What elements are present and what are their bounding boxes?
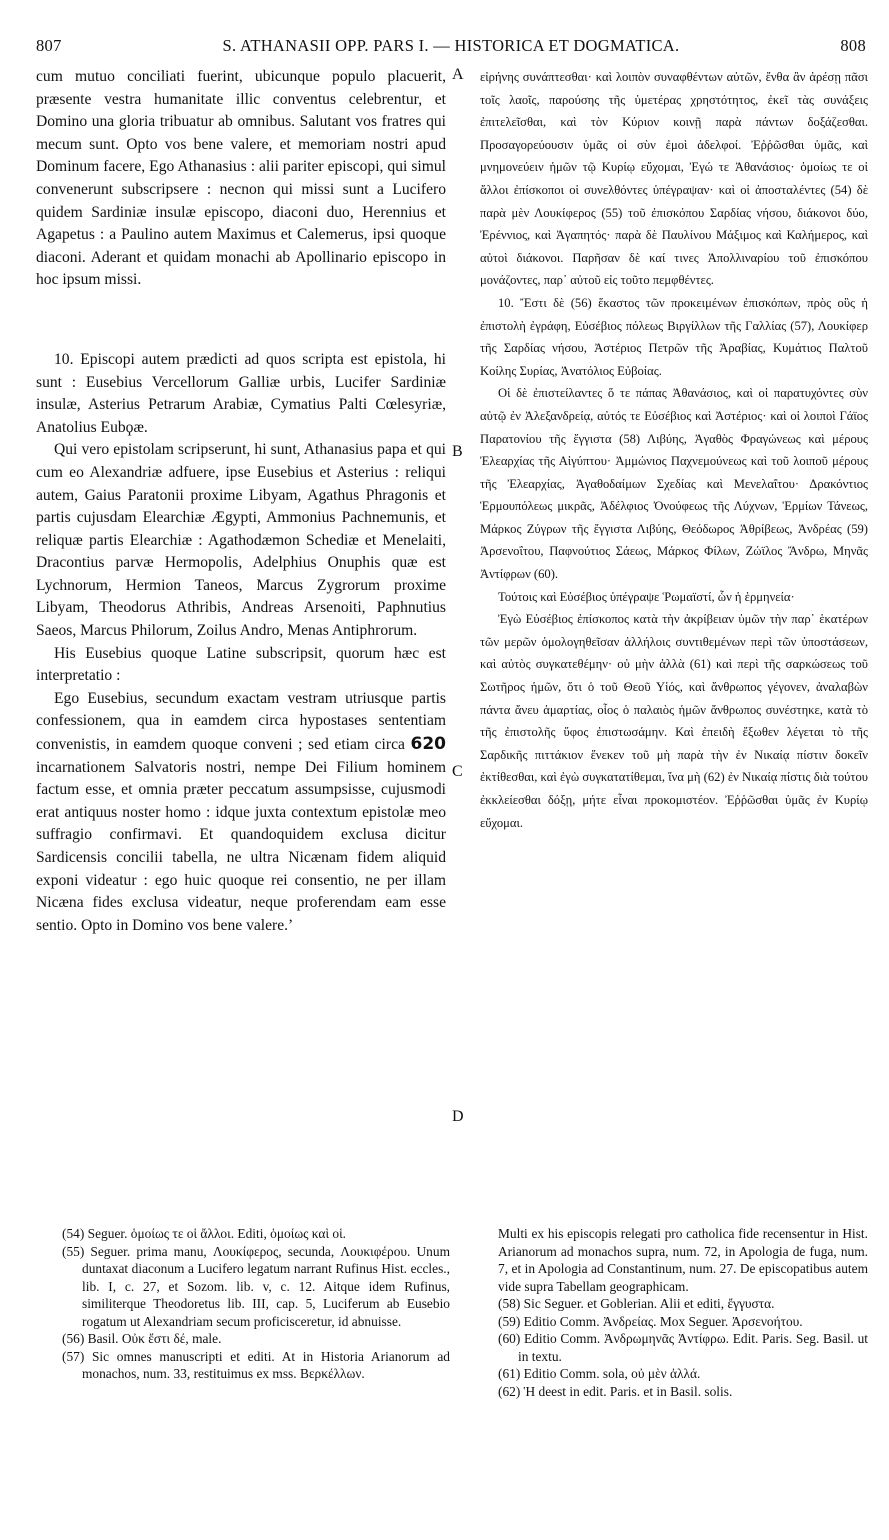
left-page-number: 807 (36, 36, 62, 55)
greek-paragraph-4: Τούτοις καὶ Εὐσέβιος ὑπέγραψε Ῥωμαϊστί, ὧν ἡ ἑρμηνεία· (498, 589, 795, 604)
running-title: S. ATHANASII OPP. PARS I. — HISTORICA ET DOGMATICA. (222, 36, 680, 55)
section-marker-b: B (452, 443, 463, 460)
greek-paragraph-1: εἰρήνης συνάπτεσθαι· καὶ λοιπὸν συναφθέντων αὐτῶν, ἔνθα ἂν ἀρέσῃ πᾶσι τοῖς λαοῖς, παρούσης τῆς ὑμετέρας χρηστότητος, ἐκεῖ τὰς συνάξεις ἐπιτελεῖσθαι, καὶ τὸν Κύριον κοινῇ παρὰ πάντων δοξάζεσθαι. Προσαγορεύουσιν ὑμᾶς οἱ σὺν ἐμοὶ ἀδελφοί. Ἐῤῥῶσθαι ὑμᾶς, καὶ μνημονεύειν ἡμῶν τῷ Κυρίῳ εὔχομαι, Ἐγώ τε Ἀθανάσιος· ὁμοίως τε οἱ ἄλλοι ἐπίσκοποι οἱ συνελθόντες ὑπέγραψαν· καὶ οἱ ἀποσταλέντες (54) δὲ παρὰ μὲν Λουκίφερος (55) τοῦ ἐπισκόπου Σαρδίας νήσου, διάκονοι δύο, Ἐρέννιος, καὶ Ἀγαπητός· παρὰ δὲ Παυλίνου Μάξιμος καὶ Καλήμερος, καὶ αὐτοὶ διάκονοι. Παρῆσαν δὲ καί τινες Ἀπολλιναρίου τοῦ ἐπισκόπου μονάζοντες, παρ᾽ αὐτοῦ εἰς τοῦτο πεμφθέντες. (480, 70, 868, 288)
greek-paragraph-5: Ἐγὼ Εὐσέβιος ἐπίσκοπος κατὰ τὴν ἀκρίβειαν ὑμῶν τὴν παρ᾽ ἑκατέρων τῶν μερῶν ὁμολογηθεῖσαν ἀλλήλοις συντιθεμένων περὶ τῶν ὑποστάσεων, καὶ αὐτὸς συγκατεθέμην· οὐ μὴν ἀλλὰ (61) καὶ περὶ τῆς σαρκώσεως τοῦ Σωτῆρος ἡμῶν, ὅτι ὁ τοῦ Θεοῦ Υἱός, καὶ ἄνθρωπος γέγονεν, ἀναλαβὼν πάντα ἄνευ ἁμαρτίας, οἷος ὁ παλαιὸς ἡμῶν ἄνθρωπος συνέστηκε, κατὰ τὸ τῆς ἐπιστολῆς ὕφος ἐπιστωσάμην. Καὶ ἐπειδὴ ἔξωθεν λέγεται τὸ τῆς Σαρδικῆς πιττάκιον ἕνεκεν τοῦ μὴ παρὰ τὴν ἐν Νικαίᾳ πίστιν δοκεῖν ἐκτίθεσθαι, καὶ ἐγὼ συγκατατίθεμαι, ἵνα μὴ (62) ἐν Νικαίᾳ πίστις διὰ τούτου ἐκκλείεσθαι δόξῃ, μήτε εἶναι προκομιστέον. Ἐῤῥῶσθαι ὑμᾶς ἐν Κυρίῳ εὔχομαι. (480, 612, 868, 830)
latin-paragraph-5 (36, 688, 446, 938)
footnote-56: (56) Basil. Οὐκ ἔστι δέ, male. (62, 1331, 222, 1346)
latin-column (36, 66, 446, 937)
right-page-number: 808 (840, 36, 866, 55)
footnotes-right (498, 1225, 868, 1400)
latin-paragraph-1: cum mutuo conciliati fuerint, ubicunque populo placuerit, præsente vestra humanitate illic conventus celebrentur, et Domino una gloria tribuatur ab omnibus. Salutant vos fratres qui mecum sunt. Opto vos bene valere, et memoriam nostri apud Dominum facere, Ego Athanasius : alii pariter episcopi, qui simul convenerunt subscripsere : necnon qui missi sunt a Lucifero quidem Sardiniæ insulæ episcopo, diaconi duo, Herennius et Agapetus : a Paulino autem Maximus et Calemerus, ipsi quoque diaconi. Aderant et quidam monachi ab Apollinario episcopo in hoc ipsum missi. (36, 68, 446, 289)
footnotes-left (62, 1225, 450, 1383)
section-marker-d: D (452, 1108, 464, 1125)
footnote-61: (61) Editio Comm. sola, οὐ μὲν ἀλλά. (498, 1366, 701, 1381)
greek-column (480, 66, 868, 834)
footnote-57-continued: Multi ex his episcopis relegati pro catholica fide recensentur in Hist. Arianorum ad monachos supra, num. 72, in Apologia de fuga, num. 7, et in Apologia ad Constantinum, num. 27. De episcopatibus autem vide supra Tabellam geographicam. (498, 1226, 868, 1294)
footnote-57: (57) Sic omnes manuscripti et editi. At in Historia Arianorum ad monachos, num. 33, restituimus ex mss. Βερκέλλων. (62, 1348, 450, 1381)
latin-paragraph-3: Qui vero epistolam scripserunt, hi sunt, Athanasius papa et qui cum eo Alexandriæ adfuere, ipse Eusebius et Asterius : reliqui autem, Gaius Paratonii proxime Libyam, Agathus Phragonis et partis cujusdam Elearchiæ Ægypti, Ammonius Pachnemunis, et reliquæ partis Elearchiæ : Agathodæmon Schediæ et Menelaiti, Dracontius parvæ Hermopolis, Adelphius Onuphis quæ est Lychnorum, Hermion Taneos, Marcus Zygrorum proxime Libyam, Theodorus Athribis, Andreas Arsenoiti, Paphnutius Saeos, Marcus Philorum, Zoilus Andro, Menas Antiphrorum. (36, 441, 446, 640)
latin-paragraph-5-part-2: incarnationem Salvatoris nostri, nempe Dei Filium hominem factum esse, et omnia præter peccatum assumpsisse, cujusmodi erat antiquus noster homo : idque juxta contextum epistolæ meo suffragio confirmavi. Et quandoquidem exclusa dicitur Sardicensis concilii tabella, ne ultra Nicænam fidem aliquid exponi videatur : ego huic quoque rei consentio, ne per illam Nicæna fides exclusa videatur, neque proferendam eam esse sentio. Opto in Domino vos bene valere.’ (36, 758, 446, 934)
running-header (36, 36, 866, 60)
latin-paragraph-2: 10. Episcopi autem prædicti ad quos scripta est epistola, hi sunt : Eusebius Vercellorum Galliæ urbis, Lucifer Sardiniæ insulæ, Asterius Petrarum Arabiæ, Cymatius Palti Cœlesyriæ, Anatolius Eubϙæ. (36, 350, 446, 436)
footnote-62: (62) Ἡ deest in edit. Paris. et in Basil. solis. (498, 1383, 733, 1399)
section-marker-a: A (452, 66, 464, 83)
footnote-55: (55) Seguer. prima manu, Λουκίφερος, secunda, Λουκιφέρου. Unum duntaxat diaconum a Lucifero legatum narrant Rufinus Hist. eccles., lib. I, c. 27, et Sozom. lib. v, c. 12. Aitque idem Rufinus, similiterque Theodoretus lib. III, cap. 5, Luciferum ab Eusebio rogatum ut Alexandriam secum proficisceretur, id abnuisse. (62, 1243, 450, 1329)
footnote-59: (59) Editio Comm. Ἀνδρείας. Mox Seguer. Ἀρσενοήτου. (498, 1313, 803, 1329)
footnote-58: (58) Sic Seguer. et Goblerian. Alii et editi, ἔγγυστα. (498, 1296, 775, 1311)
greek-paragraph-3: Οἱ δὲ ἐπιστείλαντες ὅ τε πάπας Ἀθανάσιος, καὶ οἱ παρατυχόντες σὺν αὐτῷ ἐν Ἀλεξανδρείᾳ, αὐτός τε Εὐσέβιος καὶ Ἀστέριος· καὶ οἱ λοιποὶ Γάϊος Παρατονίου τῆς ἔγγιστα (58) Λιβύης, Ἀγαθὸς Φραγώνεως καὶ μέρους Ἐλεαρχίας τῆς Αἰγύπτου· Ἀμμώνιος Παχνεμούνεως καὶ τοῦ λοιποῦ μέρους τῆς Ἐλεαρχίας, Ἀγαθοδαίμων Σχεδίας καὶ Μενελαΐτου· Δρακόντιος Ἑρμουπόλεως μικρᾶς, Ἀδέλφιος Ὀνούφεως τῆς Λύχνων, Ἑρμίων Τάνεως, Μάρκος Ζύγρων τῆς ἔγγιστα Λιβύης, Θεόδωρος Ἀθρίβεως, Ἀνδρέας (59) Ἀρσενοΐτου, Παφνούτιος Σάεως, Μάρκος Φίλων, Ζώϊλος Ἄνδρω, Μηνᾶς Ἀντίφρων (60). (480, 386, 868, 582)
latin-paragraph-4: His Eusebius quoque Latine subscripsit, quorum hæc est interpretatio : (36, 644, 446, 685)
footnote-60: (60) Editio Comm. Ἀνδρωμηνᾶς Ἀντίφρω. Edit. Paris. Seg. Basil. ut in textu. (498, 1331, 868, 1364)
footnote-54: (54) Seguer. ὁμοίως τε οἱ ἄλλοι. Editi, ὁμοίως καὶ οἱ. (62, 1226, 347, 1241)
section-marker-c: C (452, 763, 463, 780)
latin-paragraph-5-part-1: Ego Eusebius, secundum exactam vestram utriusque partis confessionem, qua in eamdem circa hypostases sententiam convenistis, in eamdem quoque conveni ; sed etiam circa (36, 689, 446, 754)
greek-paragraph-2: 10. Ἔστι δὲ (56) ἕκαστος τῶν προκειμένων ἐπισκόπων, πρὸς οὓς ἡ ἐπιστολὴ ἐγράφη, Εὐσέβιος πόλεως Βιργίλλων τῆς Γαλλίας (57), Λουκίφερ τῆς Σαρδίας νήσου, Ἀστέριος Πετρῶν τῆς Ἀραβίας, Κυμάτιος Παλτοῦ Κοίλης Συρίας, Ἀνατόλιος Εὐβοίας. (480, 295, 868, 378)
page-mark-620: 620 (410, 734, 446, 755)
